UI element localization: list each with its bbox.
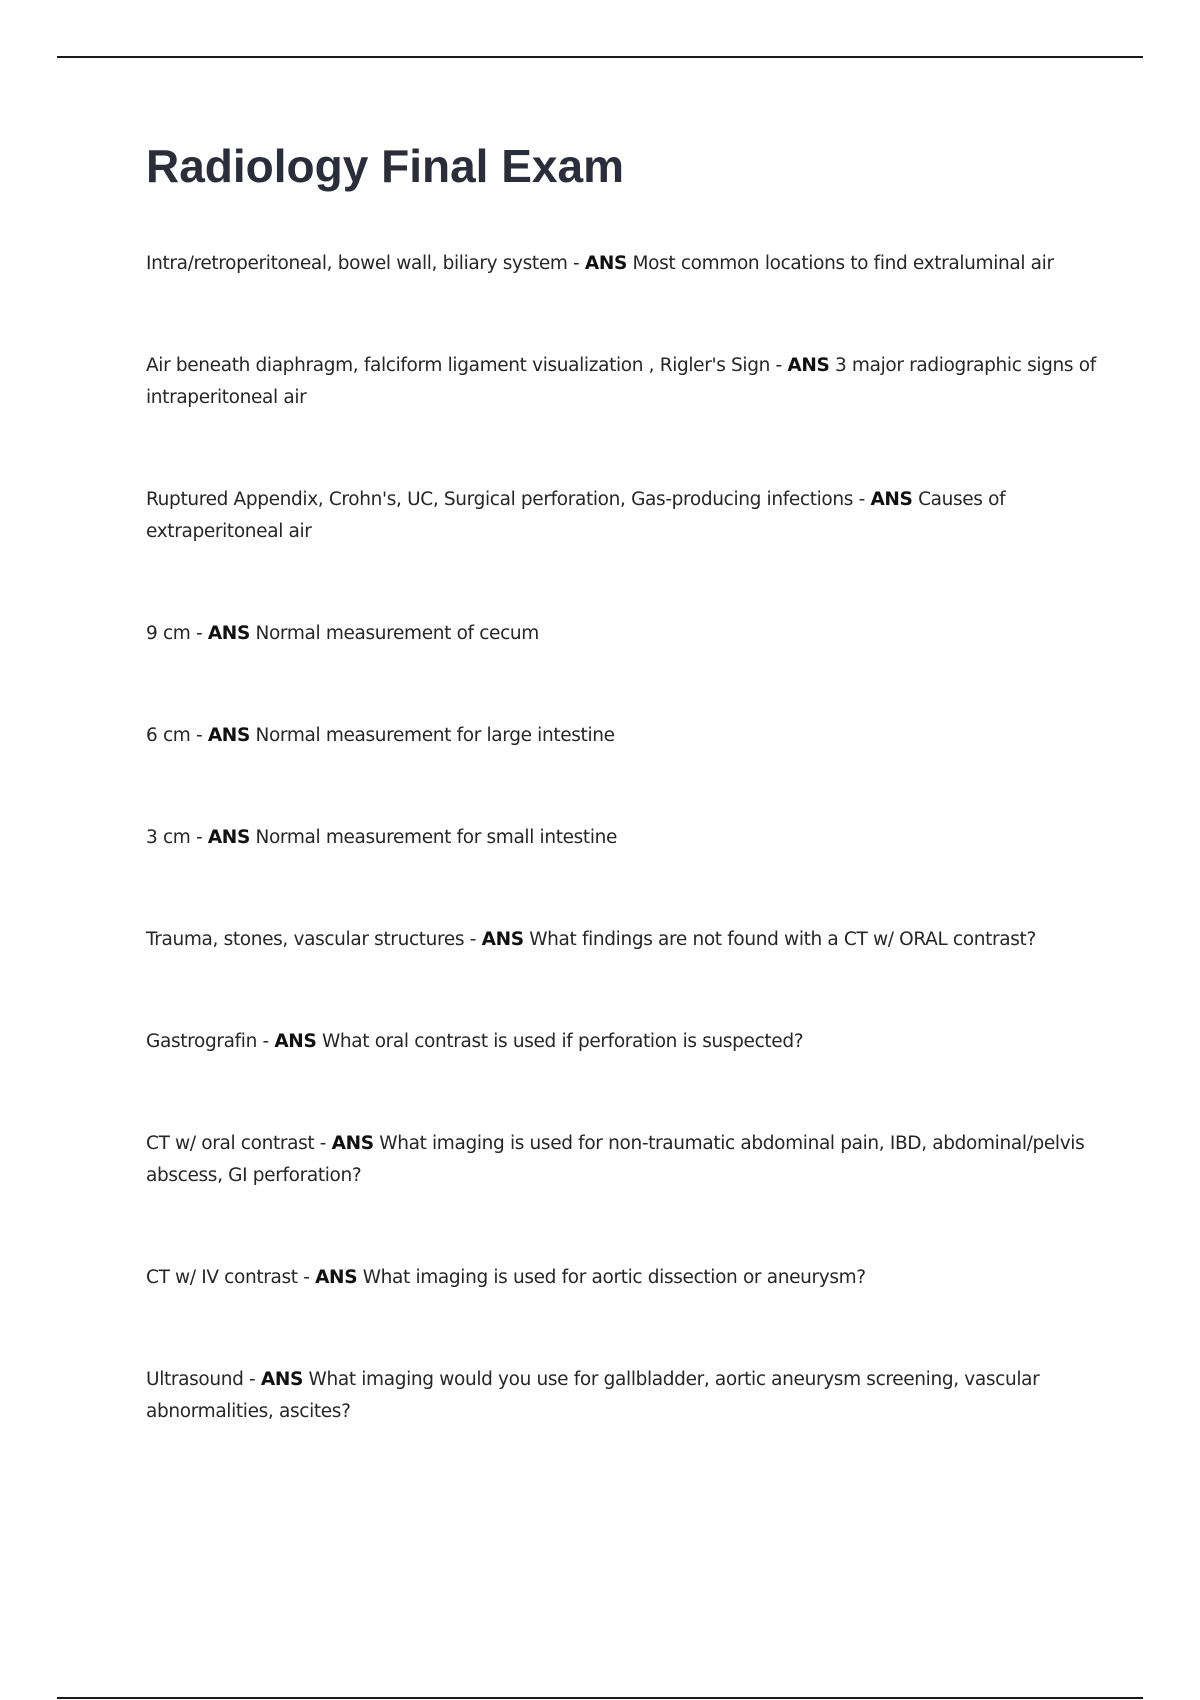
qa-item: Trauma, stones, vascular structures - ANS What findings are not found with a CT w/ ORAL contrast? — [146, 928, 1036, 950]
qa-term: Gastrografin — [146, 1030, 257, 1052]
ans-label: ANS — [274, 1030, 317, 1052]
qa-item: 6 cm - ANS Normal measurement for large intestine — [146, 724, 615, 746]
qa-item: 9 cm - ANS Normal measurement of cecum — [146, 622, 539, 644]
ans-label: ANS — [331, 1132, 374, 1154]
qa-definition: Causes of extraperitoneal air — [146, 488, 1006, 542]
qa-definition: What imaging would you use for gallbladder, aortic aneurysm screening, vascular abnormalities, ascites? — [146, 1368, 1040, 1422]
qa-definition: Most common locations to find extraluminal air — [632, 252, 1054, 274]
qa-term: Trauma, stones, vascular structures — [146, 928, 465, 950]
qa-term: Ultrasound — [146, 1368, 244, 1390]
ans-label: ANS — [481, 928, 524, 950]
qa-item: CT w/ IV contrast - ANS What imaging is used for aortic dissection or aneurysm? — [146, 1266, 866, 1288]
ans-label: ANS — [584, 252, 627, 274]
qa-term: CT w/ oral contrast — [146, 1132, 315, 1154]
qa-term: 9 cm — [146, 622, 191, 644]
qa-term: Ruptured Appendix, Crohn's, UC, Surgical perforation, Gas-producing infections — [146, 488, 854, 510]
qa-definition: What oral contrast is used if perforation is suspected? — [321, 1030, 804, 1052]
qa-item: Ultrasound - ANS What imaging would you use for gallbladder, aortic aneurysm screening, vascular abnormalities, ascites? — [146, 1368, 1040, 1422]
qa-term: CT w/ IV contrast — [146, 1266, 298, 1288]
ans-label: ANS — [207, 622, 250, 644]
top-rule — [57, 56, 1143, 58]
qa-item: CT w/ oral contrast - ANS What imaging is used for non-traumatic abdominal pain, IBD, abdominal/pelvis abscess, GI perforation? — [146, 1132, 1085, 1186]
ans-label: ANS — [315, 1266, 358, 1288]
ans-label: ANS — [787, 354, 830, 376]
bottom-rule — [57, 1697, 1143, 1699]
qa-list — [146, 248, 1096, 1428]
qa-definition: What imaging is used for non-traumatic abdominal pain, IBD, abdominal/pelvis abscess, GI perforation? — [146, 1132, 1085, 1186]
qa-definition: What findings are not found with a CT w/ ORAL contrast? — [529, 928, 1036, 950]
qa-item: Ruptured Appendix, Crohn's, UC, Surgical perforation, Gas-producing infections - ANS Causes of extraperitoneal air — [146, 488, 1006, 542]
qa-item: Intra/retroperitoneal, bowel wall, biliary system - ANS Most common locations to find extraluminal air — [146, 252, 1054, 274]
qa-definition: Normal measurement for small intestine — [255, 826, 618, 848]
qa-item: Gastrografin - ANS What oral contrast is used if perforation is suspected? — [146, 1030, 804, 1052]
qa-term: Intra/retroperitoneal, bowel wall, biliary system — [146, 252, 568, 274]
qa-definition: Normal measurement of cecum — [255, 622, 539, 644]
qa-item: Air beneath diaphragm, falciform ligament visualization , Rigler's Sign - ANS 3 major radiographic signs of intraperitoneal air — [146, 354, 1096, 408]
qa-definition: 3 major radiographic signs of intraperitoneal air — [146, 354, 1096, 408]
qa-term: 3 cm — [146, 826, 191, 848]
qa-definition: Normal measurement for large intestine — [255, 724, 615, 746]
qa-term: 6 cm — [146, 724, 191, 746]
ans-label: ANS — [207, 826, 250, 848]
ans-label: ANS — [207, 724, 250, 746]
page-title: Radiology Final Exam — [146, 140, 624, 192]
qa-term: Air beneath diaphragm, falciform ligament visualization , Rigler's Sign — [146, 354, 770, 376]
ans-label: ANS — [870, 488, 913, 510]
qa-item: 3 cm - ANS Normal measurement for small intestine — [146, 826, 618, 848]
ans-label: ANS — [260, 1368, 303, 1390]
qa-definition: What imaging is used for aortic dissection or aneurysm? — [362, 1266, 866, 1288]
document-body — [146, 140, 1096, 1498]
